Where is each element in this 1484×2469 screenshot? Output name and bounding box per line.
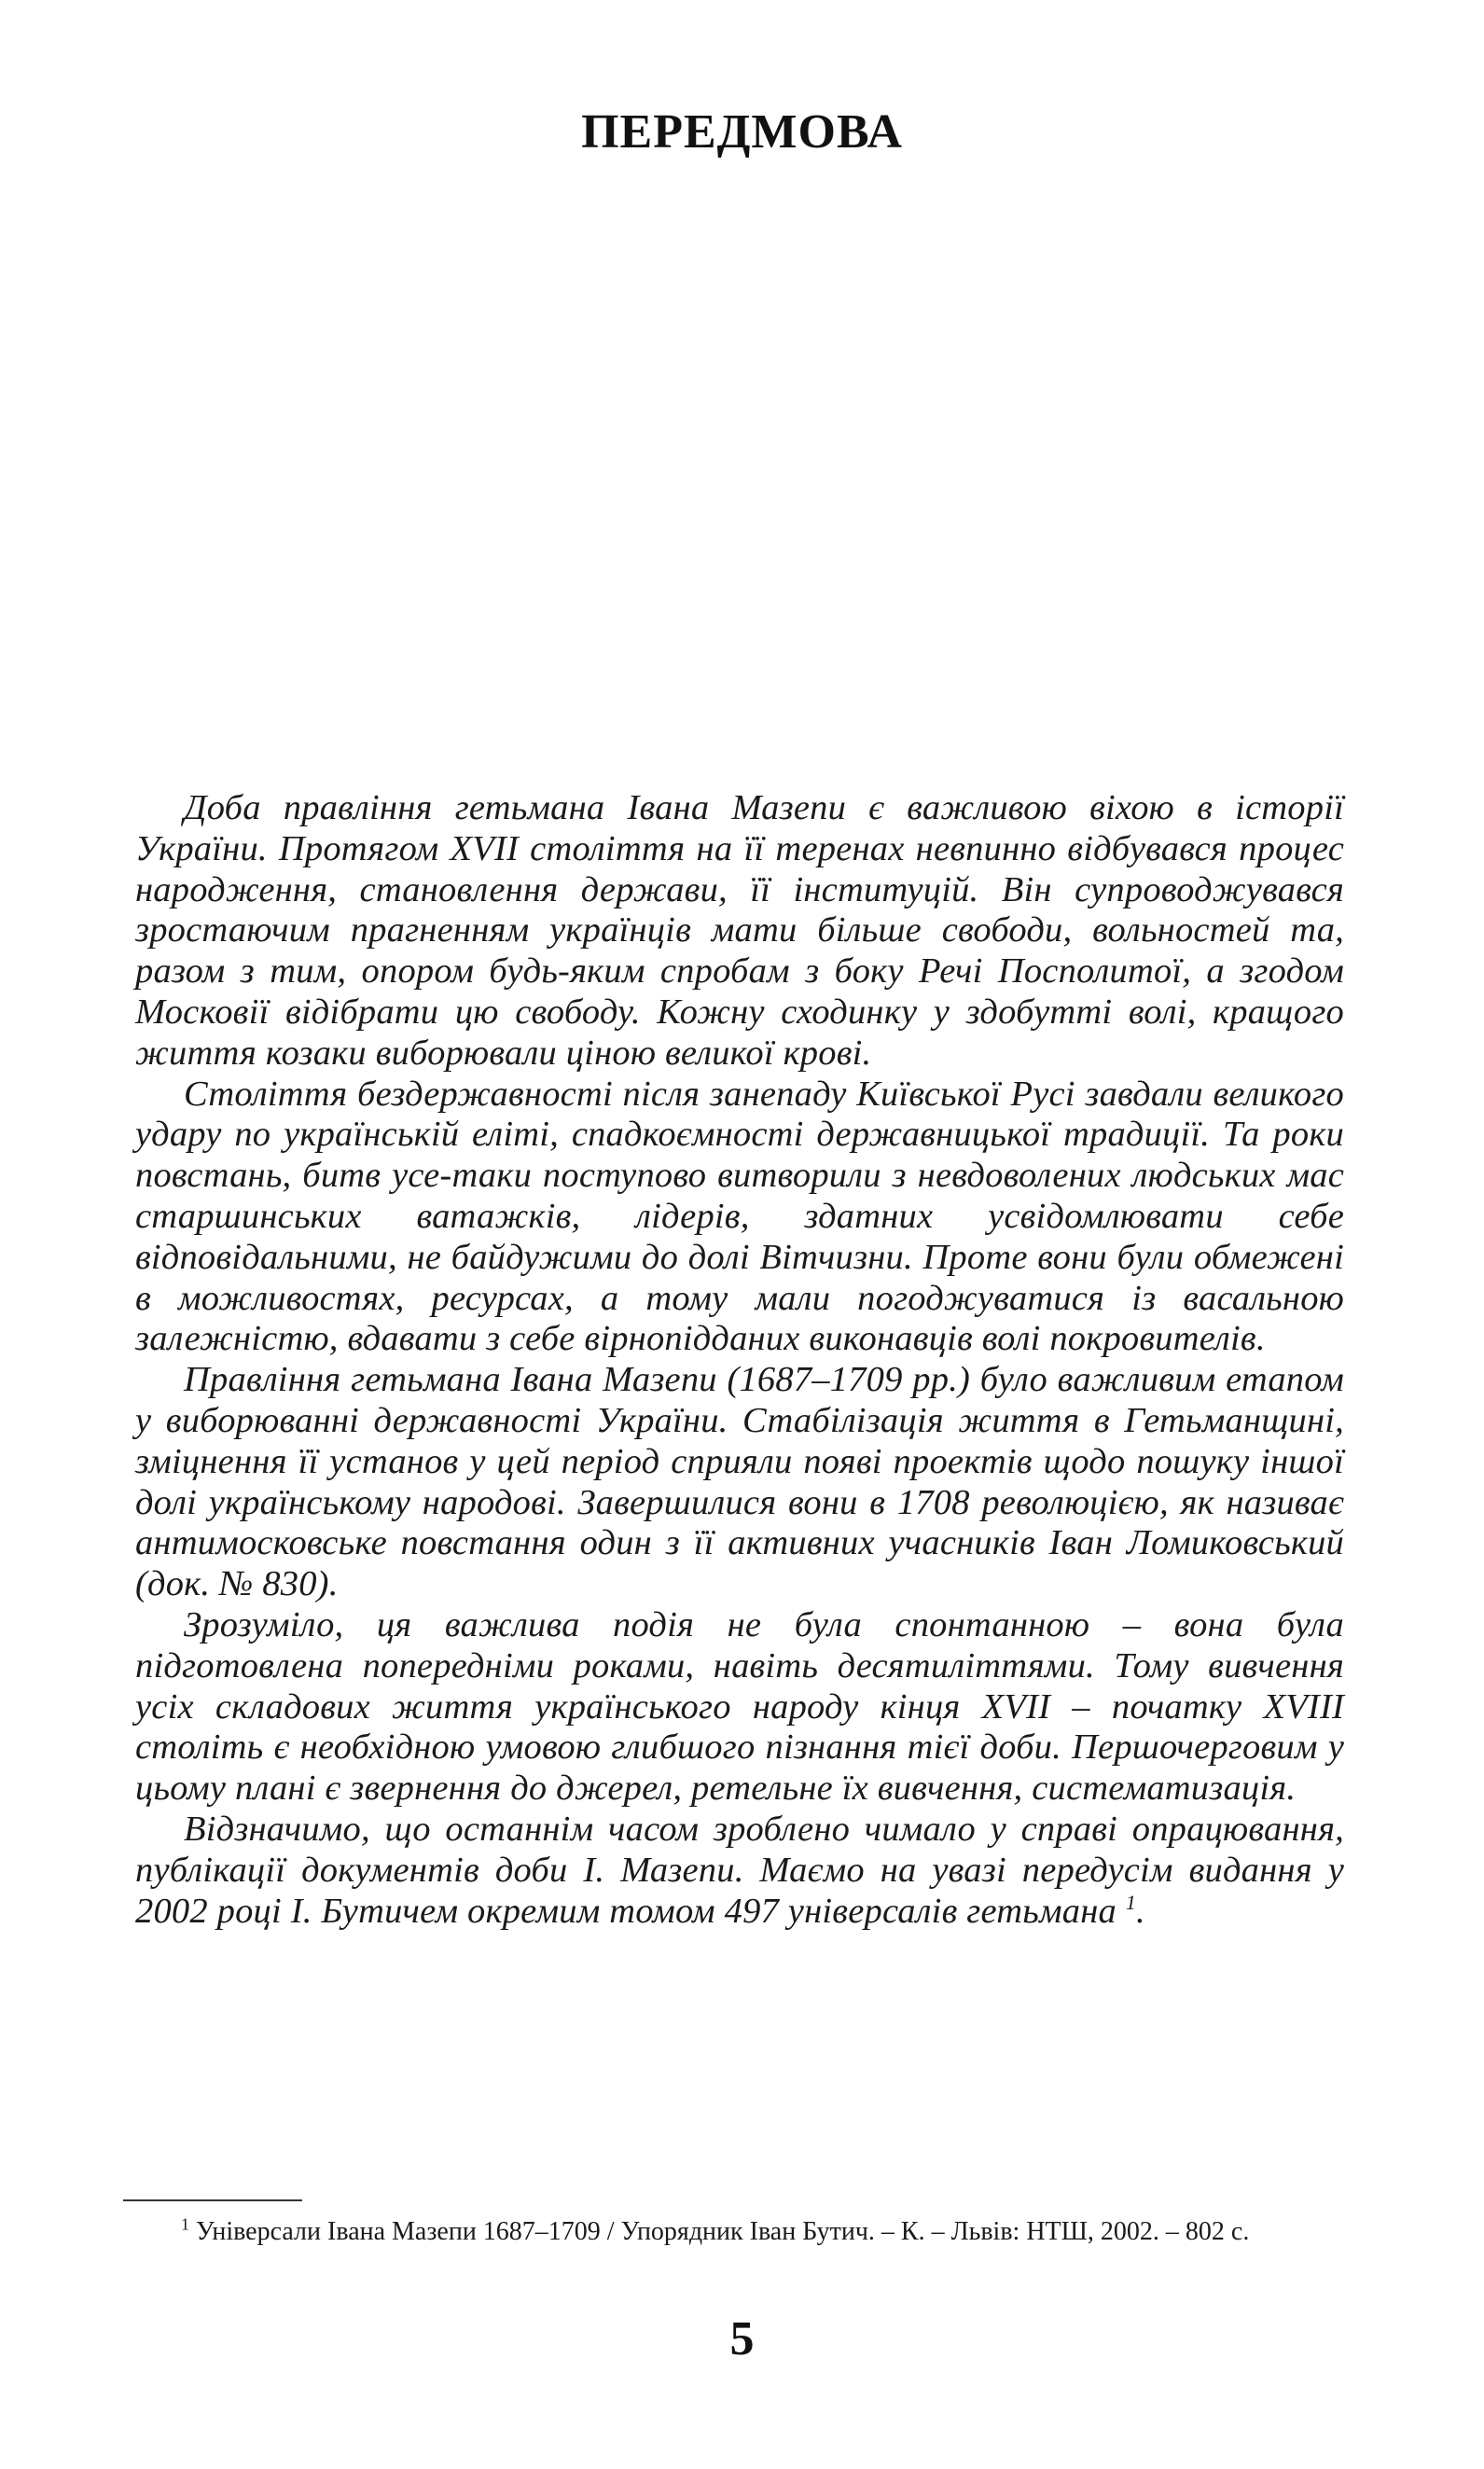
- footnote-marker: 1: [181, 2214, 189, 2234]
- paragraph-5-text: Відзначимо, що останнім часом зроблено чимало у справі опрацювання, публікації документів доби І. Мазепи. Маємо на увазі передусім видання у 2002 році І. Бутичем окремим томом 497 універсалів гетьмана: [135, 1809, 1344, 1931]
- paragraph-1-text: Доба правління гетьмана Івана Мазепи є важливою віхою в історії України. Протягом XVII століття на її теренах невпинно відбувався процес народження, становлення держави, її інституцій. Він супроводжувався зростаючим прагненням українців мати більше свободи, вольностей та, разом з тим, опором будь-яким спробам з боку Речі Посполитої, а згодом Московії відібрати цю свободу. Кожну сходинку у здобутті волі, кращого життя козаки виборювали ціною великої крові.: [135, 788, 1344, 1073]
- footnote-divider: [123, 2199, 302, 2201]
- paragraph-5: Відзначимо, що останнім часом зроблено чимало у справі опрацювання, публікації документів доби І. Мазепи. Маємо на увазі передусім видання у 2002 році І. Бутичем окремим томом 497 універсалів гетьмана $^1$.: [135, 1809, 1344, 1931]
- paragraph-2: [135, 1075, 1344, 1361]
- page-title: ПЕРЕДМОВА: [581, 105, 903, 159]
- paragraph-4-text: Зрозуміло, ця важлива подія не була спонтанною – вона була підготовлена попередніми роками, навіть десятиліттями. Тому вивчення усіх складових життя українського народу кінця XVII – початку XVIII століть є необхідною умовою глибшого пізнання тієї доби. Першочерговим у цьому плані є звернення до джерел, ретельне їх вивчення, систематизація.: [135, 1604, 1344, 1809]
- preface-body: [135, 788, 1344, 1932]
- paragraph-4: [135, 1605, 1344, 1810]
- footnote-text: Універсали Івана Мазепи 1687–1709 / Упорядник Іван Бутич. – К. – Львів: НТШ, 2002. – 802 с.: [196, 2217, 1250, 2246]
- footnote: [123, 2212, 1345, 2251]
- page-number: 5: [729, 2312, 755, 2365]
- paragraph-3-text: Правління гетьмана Івана Мазепи (1687–1709 рр.) було важливим етапом у виборюванні державності України. Стабілізація життя в Гетьманщині, зміцнення її установ у цей період сприяли появі проектів щодо пошуку іншої долі українському народові. Завершилися вони в 1708 революцією, як називає антимосковське повстання один з її активних учасників Іван Ломиковський (док. № 830).: [135, 1360, 1344, 1604]
- paragraph-3: [135, 1360, 1344, 1605]
- footnote-reference[interactable]: 1: [1125, 1890, 1137, 1914]
- paragraph-1: [135, 788, 1344, 1075]
- paragraph-2-text: Століття бездержавності після занепаду Київської Русі завдали великого удару по українській еліті, спадкоємності державницької традиції. Та роки повстань, битв усе-таки поступово витворили з невдоволених людських мас старшинських ватажків, лідерів, здатних усвідомлювати себе відповідальними, не байдужими до долі Вітчизни. Проте вони були обмежені в можливостях, ресурсах, а тому мали погоджуватися із васальною залежністю, вдавати з себе вірнопідданих виконавців волі покровителів.: [135, 1074, 1344, 1359]
